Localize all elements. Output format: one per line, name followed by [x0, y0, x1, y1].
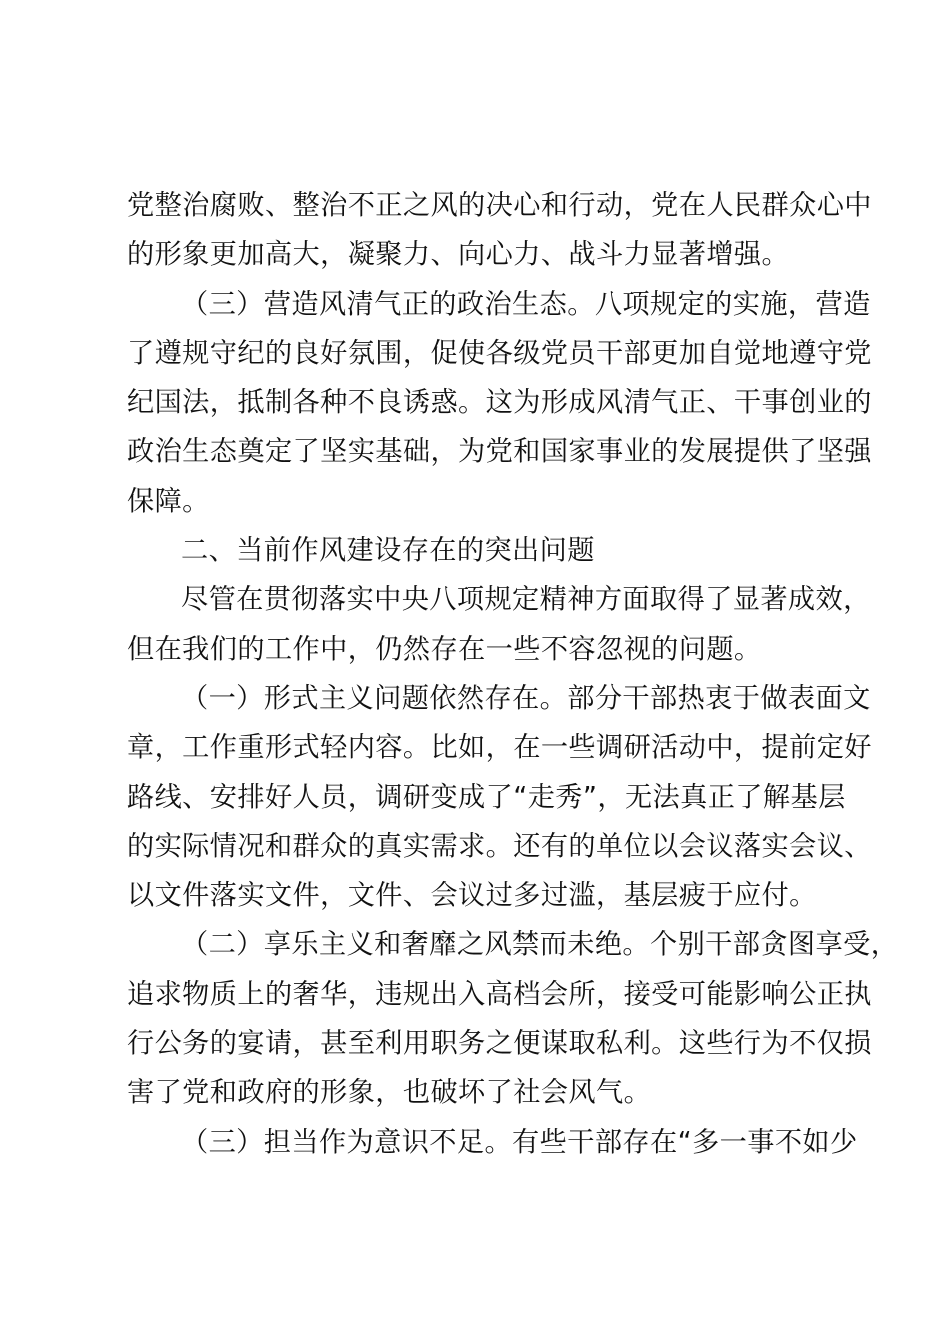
text-line: 尽管在贯彻落实中央八项规定精神方面取得了显著成效，	[181, 584, 871, 616]
body-text	[127, 181, 899, 1167]
text-line: 章，工作重形式轻内容。比如，在一些调研活动中，提前定好	[127, 732, 872, 764]
text-line: 追求物质上的奢华，违规出入高档会所，接受可能影响公正执	[127, 978, 872, 1010]
text-line: （一）形式主义问题依然存在。部分干部热衷于做表面文	[181, 682, 871, 714]
text-line: 路线、安排好人员，调研变成了“走秀”，无法真正了解基层	[127, 781, 846, 813]
text-line: 以文件落实文件，文件、会议过多过滥，基层疲于应付。	[127, 880, 817, 912]
text-line: 行公务的宴请，甚至利用职务之便谋取私利。这些行为不仅损	[127, 1028, 872, 1060]
text-line: 的实际情况和群众的真实需求。还有的单位以会议落实会议、	[127, 830, 872, 862]
text-line: 纪国法，抵制各种不良诱惑。这为形成风清气正、干事创业的	[127, 387, 872, 419]
text-line: 政治生态奠定了坚实基础，为党和国家事业的发展提供了坚强	[127, 436, 872, 468]
text-line: 了遵规守纪的良好氛围，促使各级党员干部更加自觉地遵守党	[127, 337, 872, 369]
text-line: （三）担当作为意识不足。有些干部存在“多一事不如少	[181, 1126, 858, 1158]
text-line: 害了党和政府的形象，也破坏了社会风气。	[127, 1077, 652, 1109]
text-line: （三）营造风清气正的政治生态。八项规定的实施，营造	[181, 288, 871, 320]
text-line: （二）享乐主义和奢靡之风禁而未绝。个别干部贪图享受，	[181, 929, 899, 961]
text-line: 党整治腐败、整治不正之风的决心和行动，党在人民群众心中	[127, 190, 872, 221]
text-line: 保障。	[127, 485, 210, 517]
text-line: 但在我们的工作中，仍然存在一些不容忽视的问题。	[127, 633, 762, 665]
text-line: 二、当前作风建设存在的突出问题	[181, 535, 595, 567]
text-line: 的形象更加高大，凝聚力、向心力、战斗力显著增强。	[127, 239, 790, 271]
